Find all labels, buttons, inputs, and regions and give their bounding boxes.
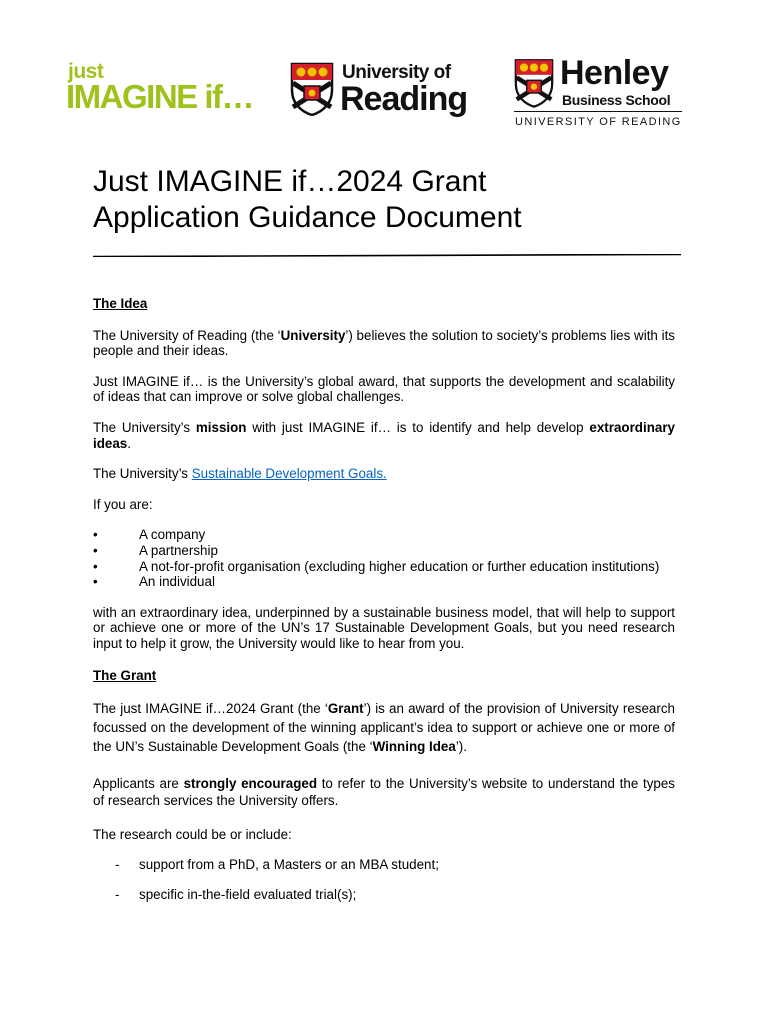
list-item: • An individual [93, 574, 215, 590]
just-imagine-logo [66, 60, 280, 120]
henley-crest-icon [514, 58, 554, 108]
section-heading-idea: The Idea [93, 296, 148, 311]
idea-paragraph-4: The University’s Sustainable Development Goals. [93, 466, 387, 482]
henley-logo-affiliation: UNIVERSITY OF READING [515, 116, 682, 128]
title-divider [93, 254, 681, 257]
if-you-are-label: If you are: [93, 496, 153, 512]
document-title-line1: Just IMAGINE if…2024 Grant [93, 165, 487, 198]
grant-paragraph-2: Applicants are strongly encouraged to refer to the University’s website to understand the types of research services the University offers. [93, 776, 675, 809]
henley-business-school-logo [514, 54, 684, 132]
just-imagine-logo-line1: just [68, 60, 104, 83]
document-title [93, 164, 693, 236]
document-body [93, 296, 675, 903]
grant-paragraph-1: The just IMAGINE if…2024 Grant (the ‘Grant’) is an award of the provision of University research focussed on the development of the winning applicant’s idea to support or achieve one or more of the UN’s Sustainable Development Goals (the ‘Winning Idea’). [93, 701, 675, 755]
section-heading-grant: The Grant [93, 667, 157, 683]
sdg-link[interactable]: Sustainable Development Goals. [191, 466, 387, 482]
list-item: - specific in-the-field evaluated trial(s); [115, 887, 357, 903]
reading-logo-line2: Reading [340, 80, 468, 118]
document-title-line2: Application Guidance Document [93, 201, 522, 234]
list-item: • A not-for-profit organisation (excluding higher education or further education institutions) [93, 558, 660, 574]
idea-paragraph-1: The University of Reading (the ‘University’) believes the solution to society’s problems lies with its people and their ideas. [93, 327, 675, 359]
just-imagine-logo-line2: IMAGINE if… [66, 78, 253, 115]
list-item: • A partnership [93, 542, 218, 558]
henley-logo-name: Henley [560, 54, 669, 92]
logo-bar [66, 54, 686, 138]
grant-paragraph-3: The research could be or include: [93, 827, 292, 843]
idea-paragraph-5: with an extraordinary idea, underpinned by a sustainable business model, that will help to support or achieve one or more of the UN’s 17 Sustainable Development Goals, but you need research input to help it grow, the University would like to hear from you. [93, 604, 675, 651]
idea-paragraph-2: Just IMAGINE if… is the University’s global award, that supports the development and scalability of ideas that can improve or solve global challenges. [93, 373, 675, 405]
henley-logo-subtitle: Business School [562, 92, 671, 108]
henley-logo-divider [514, 111, 682, 112]
research-options-list [93, 857, 675, 903]
reading-logo-line1: University of [342, 62, 451, 83]
university-of-reading-logo [290, 62, 490, 118]
applicant-type-list [93, 527, 675, 589]
list-item: • A company [93, 527, 206, 543]
reading-crest-icon [290, 62, 334, 116]
list-item: - support from a PhD, a Masters or an MBA student; [115, 856, 439, 872]
idea-paragraph-3: The University’s mission with just IMAGINE if… is to identify and help develop extraordinary ideas. [93, 419, 675, 451]
